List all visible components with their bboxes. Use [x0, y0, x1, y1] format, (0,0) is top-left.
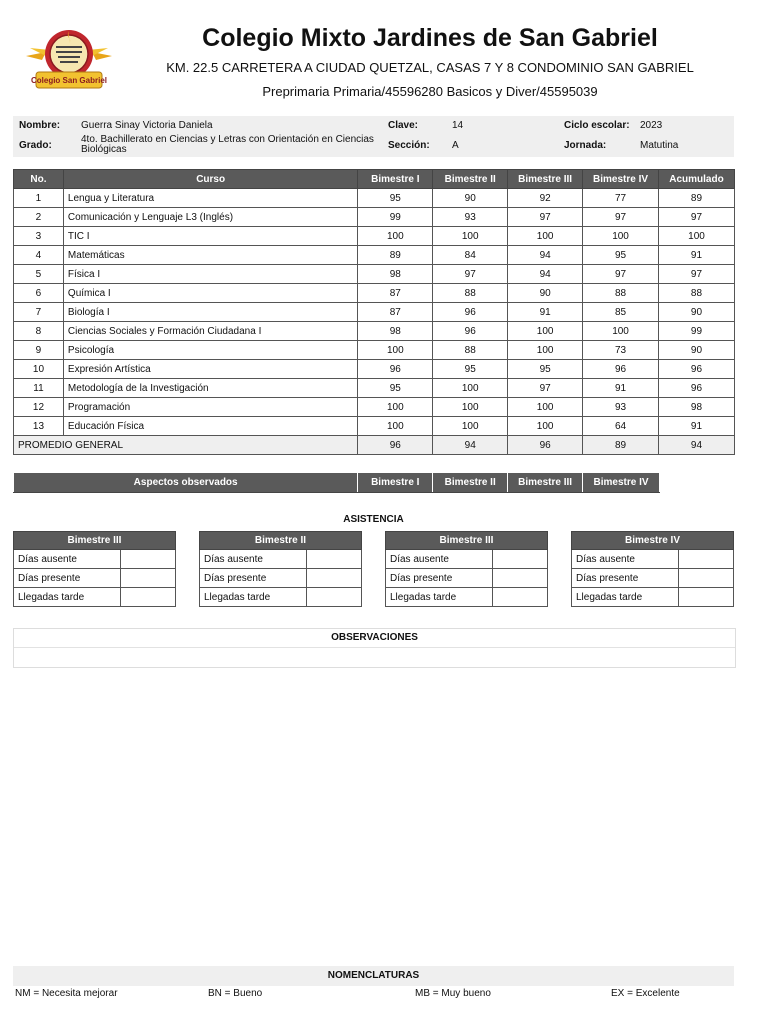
table-row — [14, 398, 735, 417]
student-grade: 4to. Bachillerato en Ciencias y Letras con Orientación en Ciencias Biológicas — [81, 134, 374, 155]
cell-b3: 100 — [508, 227, 583, 246]
attendance-title: ASISTENCIA — [343, 514, 404, 525]
table-row — [14, 417, 735, 436]
cell-no: 2 — [14, 208, 64, 227]
student-name: Guerra Sinay Victoria Daniela — [81, 120, 213, 131]
cell-b3: 100 — [508, 417, 583, 436]
attendance-label: Días ausente — [200, 550, 307, 569]
nomenclature-ex: EX = Excelente — [611, 988, 680, 999]
attendance-row — [14, 550, 176, 569]
cell-b1: 95 — [358, 379, 433, 398]
cell-b4: 97 — [583, 208, 659, 227]
attendance-label: Llegadas tarde — [386, 588, 493, 607]
header-b3: Bimestre III — [508, 170, 583, 189]
average-b2: 94 — [433, 436, 508, 455]
cell-course: Programación — [63, 398, 357, 417]
cell-no: 12 — [14, 398, 64, 417]
aspects-header-b2: Bimestre II — [433, 473, 508, 493]
cell-course: Química I — [63, 284, 357, 303]
nomenclature-nm: NM = Necesita mejorar — [15, 988, 118, 999]
table-row — [14, 379, 735, 398]
header-b4: Bimestre IV — [583, 170, 659, 189]
aspects-header-b1: Bimestre I — [358, 473, 433, 493]
cell-b2: 100 — [433, 417, 508, 436]
cell-acc: 98 — [658, 398, 734, 417]
attendance-label: Días presente — [14, 569, 121, 588]
cell-no: 10 — [14, 360, 64, 379]
nomenclature-bn: BN = Bueno — [208, 988, 263, 999]
cell-b4: 100 — [583, 227, 659, 246]
observations-title: OBSERVACIONES — [14, 629, 735, 648]
cell-b2: 96 — [433, 303, 508, 322]
cell-b4: 96 — [583, 360, 659, 379]
header-no: No. — [14, 170, 64, 189]
aspects-header-title: Aspectos observados — [14, 473, 358, 493]
attendance-value — [121, 588, 176, 607]
cell-course: Educación Física — [63, 417, 357, 436]
cell-b4: 100 — [583, 322, 659, 341]
attendance-value — [493, 588, 548, 607]
table-row — [14, 208, 735, 227]
attendance-value — [493, 569, 548, 588]
cell-b1: 95 — [358, 189, 433, 208]
cell-acc: 89 — [658, 189, 734, 208]
cell-b1: 87 — [358, 303, 433, 322]
attendance-value — [679, 588, 734, 607]
attendance-value — [307, 569, 362, 588]
attendance-row — [200, 588, 362, 607]
table-row — [14, 322, 735, 341]
cell-no: 11 — [14, 379, 64, 398]
school-year: 2023 — [640, 120, 663, 131]
cell-b3: 95 — [508, 360, 583, 379]
average-b4: 89 — [583, 436, 659, 455]
cell-b4: 64 — [583, 417, 659, 436]
cell-no: 13 — [14, 417, 64, 436]
cell-course: Comunicación y Lenguaje L3 (Inglés) — [63, 208, 357, 227]
cell-no: 3 — [14, 227, 64, 246]
header-course: Curso — [63, 170, 357, 189]
attendance-label: Días presente — [572, 569, 679, 588]
attendance-row — [386, 588, 548, 607]
school-logo — [22, 26, 116, 92]
header-accumulated: Acumulado — [658, 170, 734, 189]
cell-acc: 90 — [658, 341, 734, 360]
cell-course: Biología I — [63, 303, 357, 322]
cell-course: Lengua y Literatura — [63, 189, 357, 208]
attendance-table-title: Bimestre IV — [572, 532, 734, 550]
cell-b4: 97 — [583, 265, 659, 284]
cell-b4: 91 — [583, 379, 659, 398]
cell-b2: 100 — [433, 379, 508, 398]
cell-b3: 94 — [508, 265, 583, 284]
cell-acc: 91 — [658, 246, 734, 265]
cell-b2: 88 — [433, 284, 508, 303]
cell-course: TIC I — [63, 227, 357, 246]
attendance-value — [307, 550, 362, 569]
attendance-label: Días ausente — [14, 550, 121, 569]
cell-course: Física I — [63, 265, 357, 284]
cell-b3: 100 — [508, 341, 583, 360]
average-b3: 96 — [508, 436, 583, 455]
attendance-header-row — [14, 532, 176, 550]
cell-no: 7 — [14, 303, 64, 322]
nomenclature-title: NOMENCLATURAS — [13, 966, 734, 986]
student-key: 14 — [452, 120, 464, 131]
cell-b2: 97 — [433, 265, 508, 284]
cell-acc: 96 — [658, 360, 734, 379]
cell-b1: 99 — [358, 208, 433, 227]
school-phones: Preprimaria Primaria/45596280 Basicos y Diver/45595039 — [262, 84, 598, 99]
attendance-row — [572, 569, 734, 588]
svg-text:Colegio San Gabriel: Colegio San Gabriel — [30, 76, 108, 85]
cell-no: 1 — [14, 189, 64, 208]
attendance-row — [386, 550, 548, 569]
aspects-header-b3: Bimestre III — [508, 473, 583, 493]
cell-acc: 100 — [658, 227, 734, 246]
table-row — [14, 246, 735, 265]
grades-table — [13, 169, 735, 455]
cell-b1: 100 — [358, 341, 433, 360]
school-name: Colegio Mixto Jardines de San Gabriel — [202, 24, 658, 52]
shift-label: Jornada: — [564, 140, 607, 151]
attendance-table-title: Bimestre II — [200, 532, 362, 550]
average-row — [14, 436, 735, 455]
cell-course: Metodología de la Investigación — [63, 379, 357, 398]
student-info — [13, 116, 734, 157]
cell-b1: 100 — [358, 398, 433, 417]
cell-b3: 100 — [508, 398, 583, 417]
cell-b3: 97 — [508, 379, 583, 398]
table-row — [14, 284, 735, 303]
aspects-header-b4: Bimestre IV — [583, 473, 660, 493]
key-label: Clave: — [388, 120, 419, 131]
aspects-header-row — [14, 473, 660, 493]
cell-course: Expresión Artística — [63, 360, 357, 379]
table-row — [14, 341, 735, 360]
attendance-value — [679, 569, 734, 588]
cell-b2: 100 — [433, 398, 508, 417]
aspects-table — [13, 472, 660, 493]
cell-acc: 88 — [658, 284, 734, 303]
cell-b2: 96 — [433, 322, 508, 341]
cell-b4: 73 — [583, 341, 659, 360]
cell-acc: 96 — [658, 379, 734, 398]
grades-header-row — [14, 170, 735, 189]
attendance-row — [572, 550, 734, 569]
cell-acc: 91 — [658, 417, 734, 436]
cell-b4: 95 — [583, 246, 659, 265]
cell-b3: 97 — [508, 208, 583, 227]
cell-acc: 99 — [658, 322, 734, 341]
cell-b3: 90 — [508, 284, 583, 303]
cell-b1: 100 — [358, 227, 433, 246]
attendance-label: Días presente — [386, 569, 493, 588]
observations-box — [13, 628, 736, 668]
cell-b1: 89 — [358, 246, 433, 265]
attendance-row — [200, 550, 362, 569]
attendance-header-row — [572, 532, 734, 550]
attendance-table-title: Bimestre III — [386, 532, 548, 550]
cell-b2: 95 — [433, 360, 508, 379]
attendance-row — [572, 588, 734, 607]
average-label: PROMEDIO GENERAL — [14, 436, 358, 455]
cell-no: 6 — [14, 284, 64, 303]
attendance-value — [121, 569, 176, 588]
cell-acc: 97 — [658, 208, 734, 227]
cell-b2: 90 — [433, 189, 508, 208]
attendance-value — [307, 588, 362, 607]
table-row — [14, 227, 735, 246]
cell-no: 9 — [14, 341, 64, 360]
attendance-table-title: Bimestre III — [14, 532, 176, 550]
table-row — [14, 303, 735, 322]
attendance-label: Días ausente — [572, 550, 679, 569]
attendance-row — [14, 588, 176, 607]
attendance-table — [13, 531, 176, 607]
cell-course: Psicología — [63, 341, 357, 360]
school-shift: Matutina — [640, 140, 679, 151]
attendance-header-row — [386, 532, 548, 550]
cell-b3: 92 — [508, 189, 583, 208]
attendance-table — [385, 531, 548, 607]
grade-label: Grado: — [19, 140, 52, 151]
attendance-row — [200, 569, 362, 588]
average-b1: 96 — [358, 436, 433, 455]
cell-b3: 94 — [508, 246, 583, 265]
attendance-header-row — [200, 532, 362, 550]
cell-course: Ciencias Sociales y Formación Ciudadana I — [63, 322, 357, 341]
nomenclature-mb: MB = Muy bueno — [415, 988, 491, 999]
attendance-row — [14, 569, 176, 588]
school-address: KM. 22.5 CARRETERA A CIUDAD QUETZAL, CASAS 7 Y 8 CONDOMINIO SAN GABRIEL — [166, 60, 694, 75]
cell-acc: 90 — [658, 303, 734, 322]
cell-b4: 93 — [583, 398, 659, 417]
cell-b2: 84 — [433, 246, 508, 265]
cell-b3: 100 — [508, 322, 583, 341]
cell-b1: 98 — [358, 322, 433, 341]
cell-b2: 88 — [433, 341, 508, 360]
attendance-label: Días ausente — [386, 550, 493, 569]
header-b1: Bimestre I — [358, 170, 433, 189]
attendance-row — [386, 569, 548, 588]
cell-no: 5 — [14, 265, 64, 284]
cell-b1: 100 — [358, 417, 433, 436]
cell-b1: 98 — [358, 265, 433, 284]
table-row — [14, 189, 735, 208]
attendance-label: Días presente — [200, 569, 307, 588]
attendance-value — [679, 550, 734, 569]
cell-course: Matemáticas — [63, 246, 357, 265]
header-b2: Bimestre II — [433, 170, 508, 189]
attendance-label: Llegadas tarde — [572, 588, 679, 607]
section-label: Sección: — [388, 140, 430, 151]
attendance-label: Llegadas tarde — [14, 588, 121, 607]
name-label: Nombre: — [19, 120, 61, 131]
cell-b3: 91 — [508, 303, 583, 322]
cell-no: 4 — [14, 246, 64, 265]
year-label: Ciclo escolar: — [564, 120, 630, 131]
cell-b4: 77 — [583, 189, 659, 208]
attendance-value — [121, 550, 176, 569]
student-section: A — [452, 140, 459, 151]
attendance-table — [571, 531, 734, 607]
table-row — [14, 265, 735, 284]
average-acc: 94 — [658, 436, 734, 455]
attendance-value — [493, 550, 548, 569]
cell-b4: 85 — [583, 303, 659, 322]
cell-acc: 97 — [658, 265, 734, 284]
attendance-table — [199, 531, 362, 607]
cell-b2: 100 — [433, 227, 508, 246]
attendance-label: Llegadas tarde — [200, 588, 307, 607]
cell-b2: 93 — [433, 208, 508, 227]
table-row — [14, 360, 735, 379]
cell-b1: 96 — [358, 360, 433, 379]
cell-b1: 87 — [358, 284, 433, 303]
cell-b4: 88 — [583, 284, 659, 303]
cell-no: 8 — [14, 322, 64, 341]
